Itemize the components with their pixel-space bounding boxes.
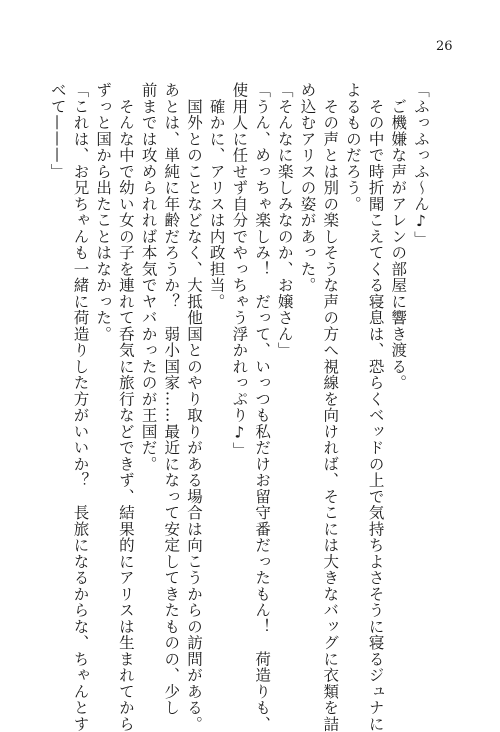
- text-line: その中で時折聞こえてくる寝息は、恐らくベッドの上で気持ちよさそうに寝るジュナに: [366, 82, 385, 732]
- text-line: あとは、単純に年齢だろうか？ 弱小国家……最近になって安定してきたものの、少し: [162, 82, 181, 716]
- text-line: そんな中で幼い女の子を連れて呑気に旅行などできず、結果的にアリスは生まれてから: [116, 82, 135, 732]
- text-line: 「ふっふっふ〜ん♪」: [412, 82, 430, 247]
- text-line: 国外とのことなどなく、大抵他国とのやり取りがある場合は向こうからの訪問がある。: [184, 82, 203, 732]
- text-line: 「うん、めっちゃ楽しみ！ だって、いっつも私だけお留守番だったもん！ 荷造りも、: [253, 82, 272, 732]
- text-line: め込むアリスの姿があった。: [298, 82, 317, 294]
- text-line: 「そんなに楽しみなのか、お嬢さん」: [275, 82, 294, 359]
- text-line: 「これは、お兄ちゃんも一緒に荷造りした方がいいか？ 長旅になるからな、ちゃんとす: [71, 82, 90, 732]
- text-line: 使用人に任せず自分でやっちゃう浮かれっぷり♪」: [230, 82, 249, 459]
- text-line: 前までは攻められれば本気でヤバかったのが王国だ。: [139, 82, 158, 472]
- text-line: ご機嫌な声がアレンの部屋に響き渡る。: [389, 82, 408, 391]
- novel-text-column-block: [48, 82, 432, 732]
- text-line: よるものだろう。: [343, 82, 362, 212]
- text-line: その声とは別の楽しそうな声の方へ視線を向ければ、そこには大きなバッグに衣類を詰: [321, 82, 340, 732]
- page-number: 26: [436, 39, 453, 54]
- text-line: 確かに、アリスは内政担当。: [207, 82, 226, 310]
- text-line: べて———」: [48, 82, 67, 180]
- text-line: ずっと国から出たことはなかった。: [94, 82, 113, 342]
